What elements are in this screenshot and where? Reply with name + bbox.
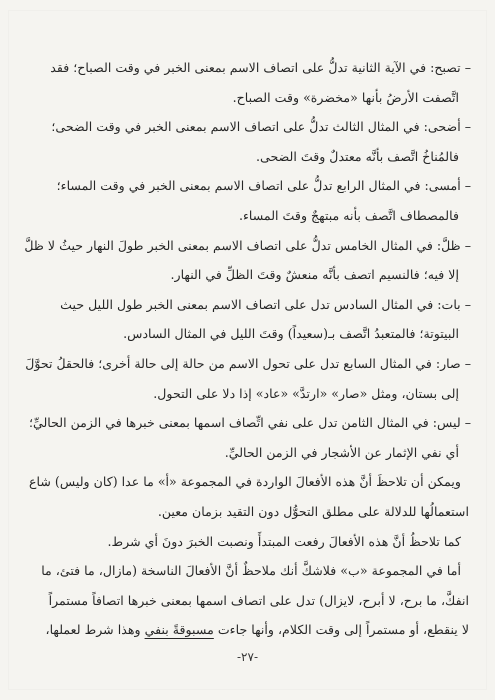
paragraph-line: إلا فيه؛ فالنسيم اتصف بأنَّه منعشٌ وقتَ الظلِّ في النهار. <box>170 267 459 283</box>
paragraph-line-last <box>22 615 477 645</box>
underlined-phrase: مسبوقةً بنفي <box>144 622 214 638</box>
paragraph-line: – ليس: في المثال الثامن تدل على نفي اتِّصاف اسمها بمعنى خبرها في الزمن الحاليِّ؛ <box>28 415 471 431</box>
page-number: -٢٧- <box>236 650 258 664</box>
paragraph-line: اتَّصفت الأرضُ بأنها «مخضرة» وقت الصباح. <box>232 89 459 105</box>
paragraph-line: ويمكن أن تلاحظَ أنَّ هذه الأفعالَ الواردة في المجموعة «أ» ما عدا (كان وليس) شاع <box>29 474 461 490</box>
paragraph-line: استعمالُها للدلالة على مطلق التحوُّل دون التقيد بزمان معين. <box>157 503 469 519</box>
paragraph-line: انفكَّ، ما برح، لا أبرح، لايزال) تدل على اتصاف اسمها بمعنى خبرها اتصافاً مستمراً <box>48 592 469 608</box>
paragraph-line: أما في المجموعة «ب» فلاشكَّ أنك ملاحظٌ أنَّ الأفعالَ الناسخة (مازال، ما فتئ، ما <box>41 563 461 579</box>
paragraph-line: – أمسى: في المثال الرابع تدلُّ على اتصاف الاسم بمعنى الخبر في وقت المساء؛ <box>56 178 471 194</box>
paragraph-line: إلى بستان، ومثل «صار» «ارتدَّ» «عاد» إذا دلا على التحول. <box>153 385 459 401</box>
paragraph-line: فالمُناخُ اتَّصف بأنَّه معتدلٌ وقتَ الضحى. <box>255 148 459 164</box>
underlined-line-text: لا ينقطع، أو مستمراً إلى وقت الكلام، وأنها جاءت مسبوقةً بنفي وهذا شرط لعملها، <box>45 622 469 638</box>
paragraph-line: – ظلَّ: في المثال الخامس تدلُّ على اتصاف الاسم بمعنى الخبر طولَ النهار حيثُ لا ظلَّ <box>24 237 471 253</box>
paragraph-line: أي نفي الإثمار عن الأشجار في الزمن الحاليِّ. <box>224 444 459 460</box>
paragraph-line: البيتوتة؛ فالمتعبدُ اتَّصف بـ(سعيداً) وقتَ الليل في المثال السادس. <box>123 326 459 342</box>
paragraph-line: فالمصطاف اتَّصف بأنه مبتهجٌ وقتَ المساء. <box>238 207 459 223</box>
paragraph-line: – بات: في المثال السادس تدل على اتصاف الاسم بمعنى الخبر طول الليل حيث <box>60 296 471 312</box>
paragraph-line: – صار: في المثال السابع تدل على تحول الاسم من حالة إلى حالة أخرى؛ فالحقلُ تحوَّلَ <box>25 355 471 371</box>
paragraph-line: – تصبح: في الآية الثانية تدلُّ على اتصاف الاسم بمعنى الخبر في وقت الصباح؛ فقد <box>50 60 471 75</box>
paragraph-line: كما تلاحظُ أنَّ هذه الأفعالَ رفعت المبتدأَ ونصبت الخبرَ دونَ أي شرط. <box>107 533 461 549</box>
paragraph-line: – أضحى: في المثال الثالث تدلُّ على اتصاف الاسم بمعنى الخبر في وقت الضحى؛ <box>51 119 471 135</box>
body-text <box>22 53 477 645</box>
